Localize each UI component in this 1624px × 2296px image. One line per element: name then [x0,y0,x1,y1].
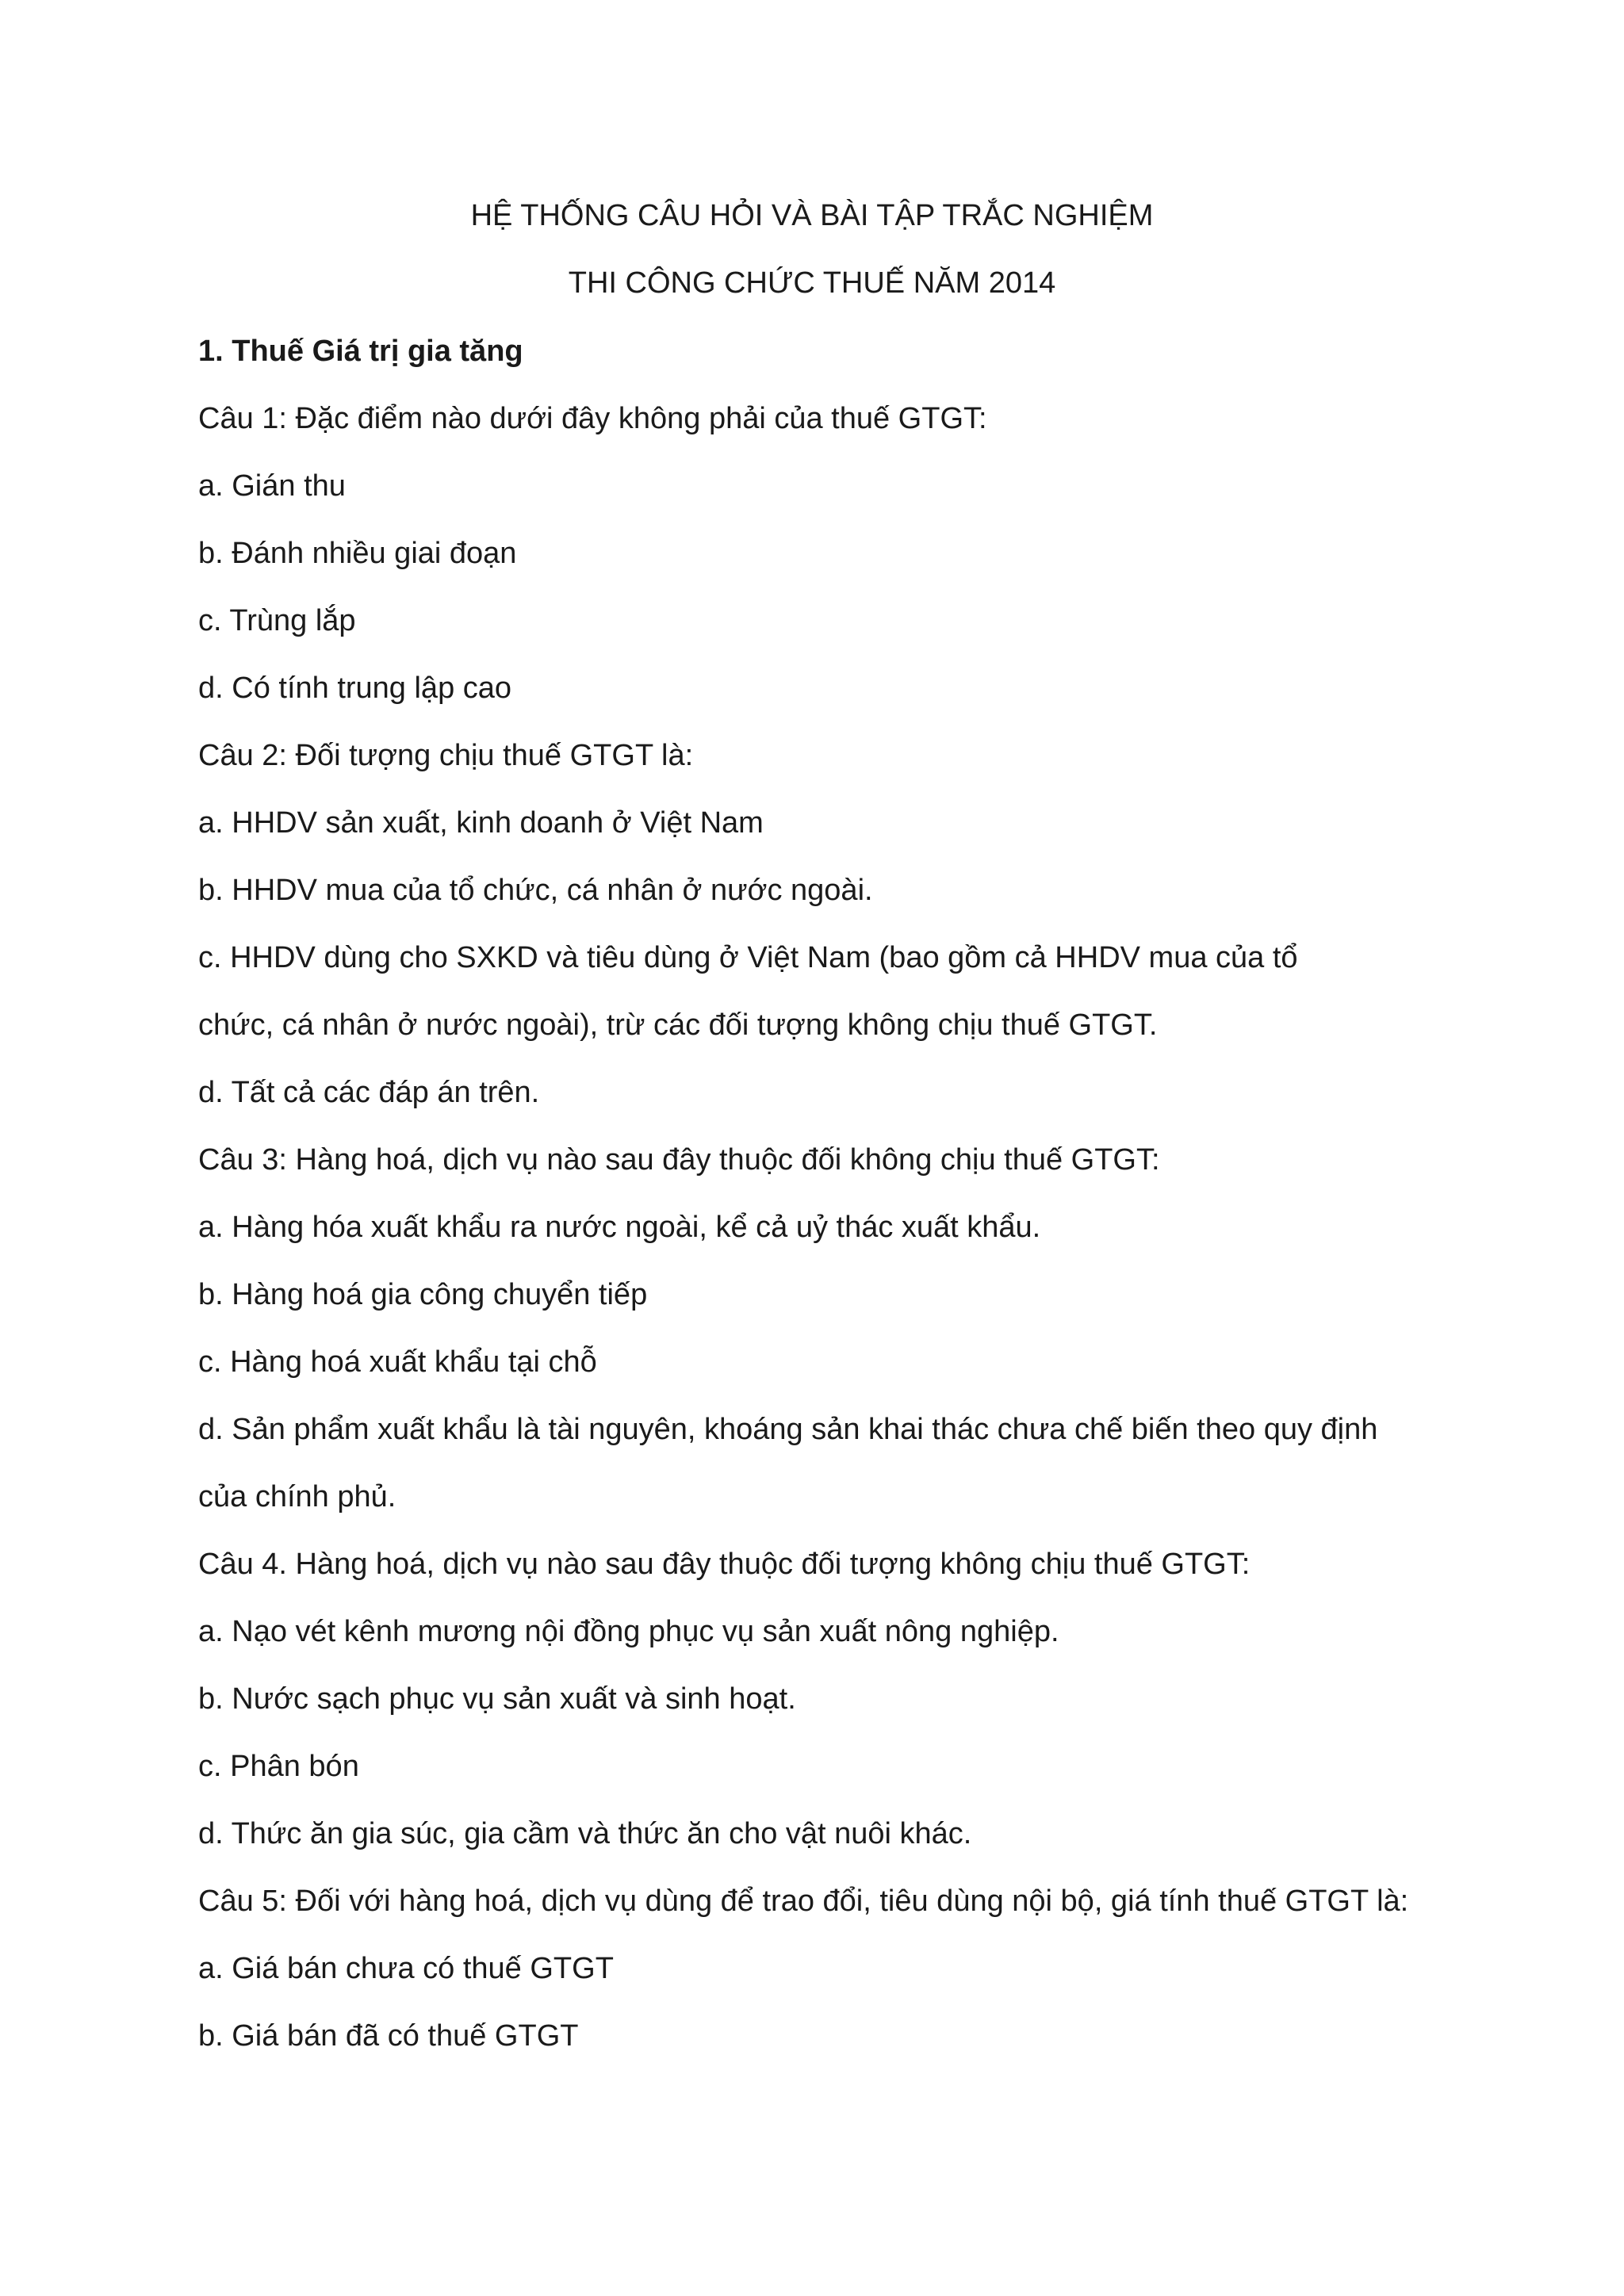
question-3-option-d: d. Sản phẩm xuất khẩu là tài nguyên, khoáng sản khai thác chưa chế biến theo quy định [198,1413,1378,1446]
question-1-option-b: b. Đánh nhiều giai đoạn [198,537,517,570]
question-3-option-a: a. Hàng hóa xuất khẩu ra nước ngoài, kể cả uỷ thác xuất khẩu. [198,1211,1041,1244]
question-3: Câu 3: Hàng hoá, dịch vụ nào sau đây thuộc đối không chịu thuế GTGT: [198,1143,1160,1177]
question-5-option-b: b. Giá bán đã có thuế GTGT [198,2019,579,2053]
question-2-option-b: b. HHDV mua của tổ chức, cá nhân ở nước ngoài. [198,874,873,907]
question-4-option-b: b. Nước sạch phục vụ sản xuất và sinh hoạt. [198,1682,796,1716]
question-2-option-c: c. HHDV dùng cho SXKD và tiêu dùng ở Việt Nam (bao gồm cả HHDV mua của tổ [198,941,1298,974]
section-heading: 1. Thuế Giá trị gia tăng [198,335,523,368]
question-1-option-c: c. Trùng lắp [198,604,356,637]
question-4-option-d: d. Thức ăn gia súc, gia cầm và thức ăn cho vật nuôi khác. [198,1817,972,1850]
question-4-option-c: c. Phân bón [198,1750,359,1783]
question-3-option-c: c. Hàng hoá xuất khẩu tại chỗ [198,1345,597,1379]
question-3-option-d-continued: của chính phủ. [198,1480,396,1513]
question-2-option-a: a. HHDV sản xuất, kinh doanh ở Việt Nam [198,806,764,840]
document-title-line-2: THI CÔNG CHỨC THUẾ NĂM 2014 [568,266,1056,300]
question-2-option-c-continued: chức, cá nhân ở nước ngoài), trừ các đối tượng không chịu thuế GTGT. [198,1008,1158,1042]
question-5: Câu 5: Đối với hàng hoá, dịch vụ dùng để trao đổi, tiêu dùng nội bộ, giá tính thuế GTGT là: [198,1885,1409,1918]
document-title-line-1: HỆ THỐNG CÂU HỎI VÀ BÀI TẬP TRẮC NGHIỆM [470,199,1154,232]
question-3-option-b: b. Hàng hoá gia công chuyển tiếp [198,1278,648,1311]
question-4: Câu 4. Hàng hoá, dịch vụ nào sau đây thuộc đối tượng không chịu thuế GTGT: [198,1548,1251,1581]
question-1: Câu 1: Đặc điểm nào dưới đây không phải của thuế GTGT: [198,402,987,435]
question-1-option-a: a. Gián thu [198,469,346,503]
question-1-option-d: d. Có tính trung lập cao [198,672,512,705]
question-2: Câu 2: Đối tượng chịu thuế GTGT là: [198,739,694,772]
question-2-option-d: d. Tất cả các đáp án trên. [198,1076,540,1109]
question-4-option-a: a. Nạo vét kênh mương nội đồng phục vụ sản xuất nông nghiệp. [198,1615,1059,1648]
question-5-option-a: a. Giá bán chưa có thuế GTGT [198,1952,614,1985]
